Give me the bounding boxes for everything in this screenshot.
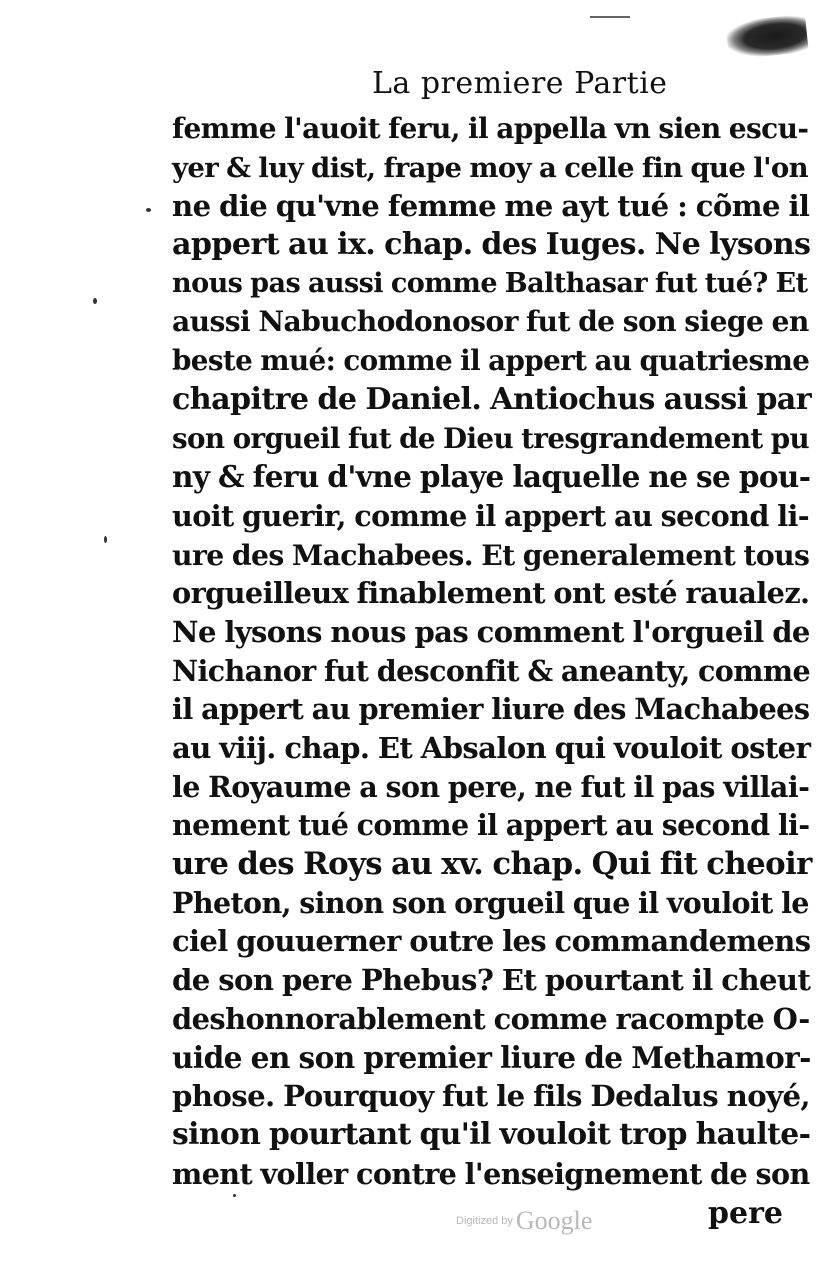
- text-line: il appert au premier liure des Machabees: [172, 692, 810, 727]
- text-line: ure des Machabees. Et generalement tous: [172, 537, 810, 572]
- text-line: appert au ix. chap. des Iuges. Ne lysons: [172, 227, 811, 263]
- text-line: phose. Pourquoy fut le fils Dedalus noyé,: [172, 1079, 810, 1114]
- text-line: femme l'auoit feru, il appella vn sien escu-: [172, 112, 809, 145]
- text-line: deshonnorablement comme racompte O-: [172, 1001, 810, 1036]
- running-head: La premiere Partie: [372, 66, 668, 101]
- text-line: Nichanor fut desconfit & aneanty, comme: [172, 653, 811, 688]
- text-line: de son pere Phebus? Et pourtant il cheut: [172, 963, 811, 998]
- text-line: son orgueil fut de Dieu tresgrandement pu: [172, 421, 810, 455]
- digitization-watermark: [456, 1206, 592, 1236]
- text-line: uoit guerir, comme il appert au second li-: [172, 498, 810, 533]
- text-line: ne die qu'vne femme me ayt tué : cõme il: [172, 189, 810, 224]
- catchword: pere: [708, 1196, 783, 1231]
- body-text: [172, 110, 812, 1193]
- text-line: nous pas aussi comme Balthasar fut tué? Et: [172, 267, 808, 299]
- watermark-brand: Google: [515, 1206, 593, 1235]
- watermark-prefix: Digitized by: [456, 1215, 513, 1227]
- text-line: aussi Nabuchodonosor fut de son siege en: [172, 305, 809, 339]
- text-line: ciel gouuerner outre les commandemens: [172, 924, 811, 959]
- text-line: yer & luy dist, frape moy a celle fin que l'on: [172, 151, 809, 184]
- text-line: beste mué: comme il appert au quatriesme: [172, 344, 810, 378]
- text-line: Pheton, sinon son orgueil que il vouloit le: [172, 885, 809, 920]
- text-line: le Royaume a son pere, ne fut il pas villai-: [172, 769, 810, 804]
- text-line: orgueilleux finablement ont esté raualez.: [172, 576, 810, 611]
- ink-speck: [146, 208, 151, 212]
- text-line: ure des Roys au xv. chap. Qui fit cheoir: [172, 846, 812, 883]
- text-line: ment voller contre l'enseignement de son: [172, 1156, 810, 1191]
- ink-smudge: [725, 14, 809, 60]
- text-line: uide en son premier liure de Methamor-: [172, 1039, 811, 1075]
- text-line: ny & feru d'vne playe laquelle ne se pou-: [172, 459, 811, 495]
- text-line: nement tué comme il appert au second li-: [172, 808, 810, 843]
- text-line: au viij. chap. Et Absalon qui vouloit oster: [172, 731, 811, 765]
- text-line: sinon pourtant qu'il vouloit trop haulte-: [172, 1116, 811, 1152]
- scan-mark: [590, 16, 630, 18]
- ink-speck: [93, 298, 97, 304]
- text-line: Ne lysons nous pas comment l'orgueil de: [172, 614, 810, 649]
- text-line: chapitre de Daniel. Antiochus aussi par: [172, 381, 812, 417]
- ink-speck: [104, 536, 107, 543]
- ink-speck: [233, 1194, 236, 1197]
